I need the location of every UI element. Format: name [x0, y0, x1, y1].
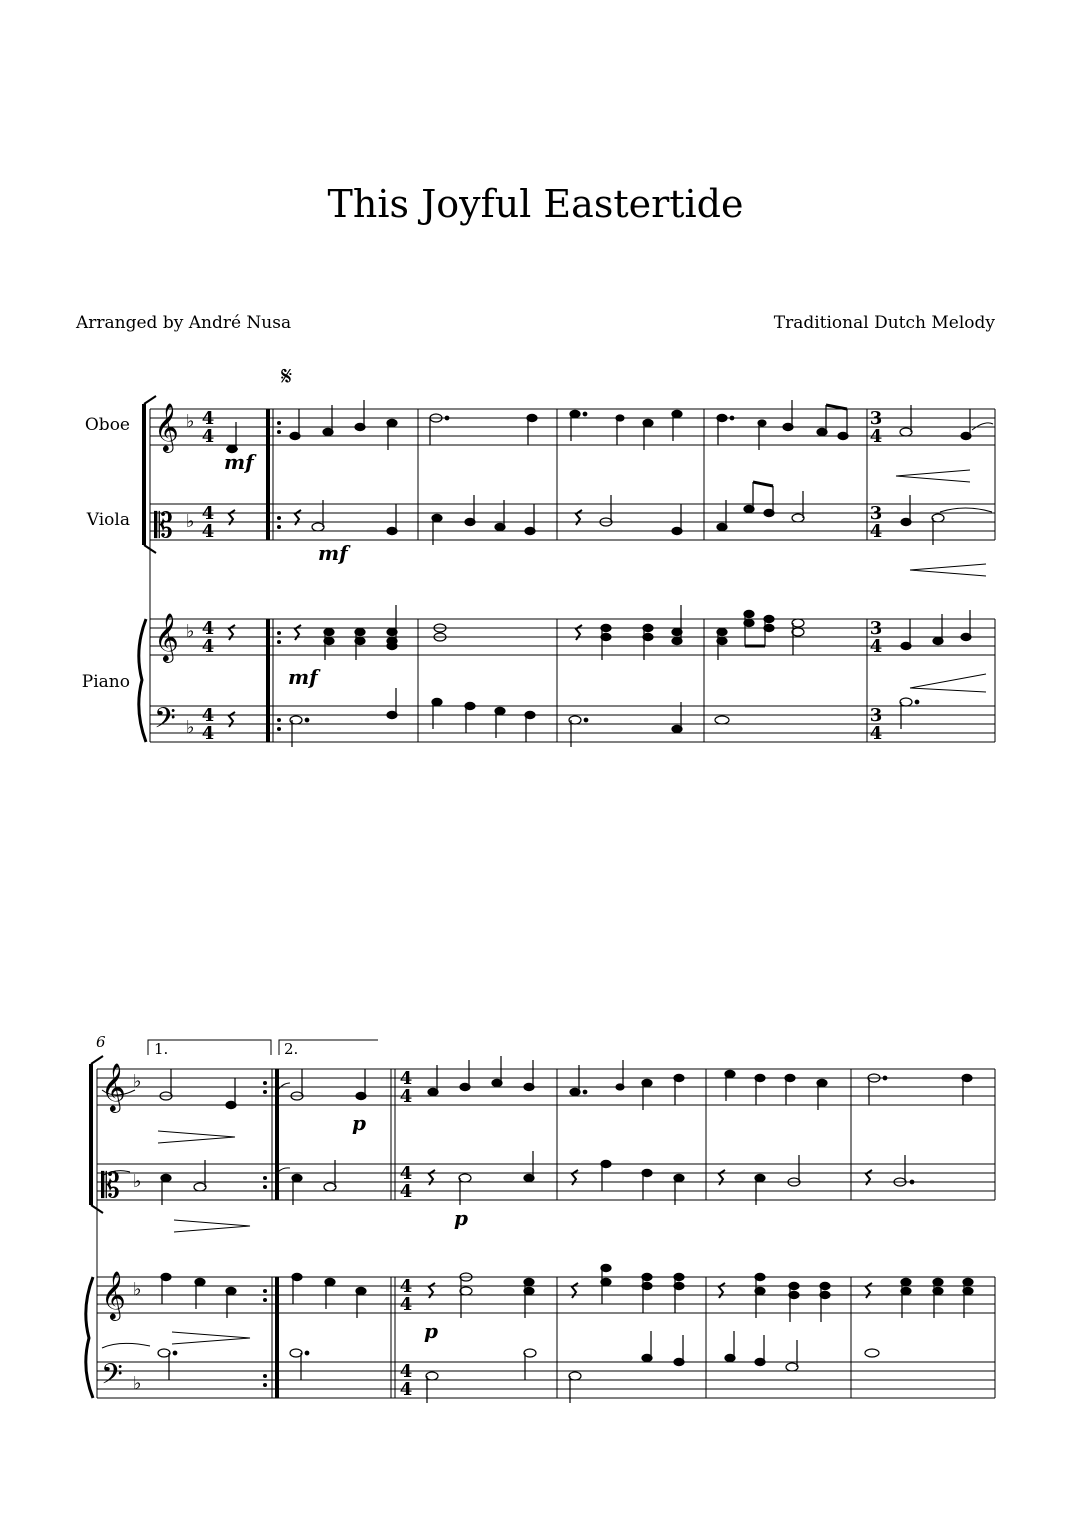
- svg-text:4: 4: [201, 521, 215, 542]
- svg-text:4: 4: [201, 705, 215, 726]
- arranger-credit: Arranged by André Nusa: [76, 313, 292, 333]
- svg-text:4: 4: [399, 1294, 413, 1315]
- instrument-label-piano: Piano: [81, 672, 130, 692]
- svg-text:4: 4: [399, 1361, 413, 1382]
- volta-first-label: 1.: [154, 1040, 169, 1058]
- composer-credit: Traditional Dutch Melody: [773, 313, 995, 333]
- svg-text:4: 4: [399, 1181, 413, 1202]
- svg-text:4: 4: [201, 426, 215, 447]
- measure-number: 6: [96, 1033, 106, 1051]
- svg-text:4: 4: [399, 1086, 413, 1107]
- instrument-label-viola: Viola: [86, 510, 130, 530]
- svg-text:4: 4: [201, 618, 215, 639]
- flat-key-icon: ♭: [186, 621, 195, 642]
- instrument-label-oboe: Oboe: [84, 415, 130, 435]
- score-title: This Joyful Eastertide: [327, 182, 744, 226]
- staff-piano-treble-system1: [150, 619, 995, 655]
- svg-text:4: 4: [201, 636, 215, 657]
- svg-text:4: 4: [869, 723, 883, 744]
- bass-clef-icon: 𝄢: [154, 702, 176, 742]
- svg-text:4: 4: [201, 408, 215, 429]
- svg-text:4: 4: [399, 1276, 413, 1297]
- svg-text:4: 4: [869, 636, 883, 657]
- svg-text:4: 4: [201, 503, 215, 524]
- svg-text:♭: ♭: [133, 1279, 142, 1300]
- svg-text:4: 4: [399, 1068, 413, 1089]
- treble-clef-icon: 𝄞: [101, 1270, 126, 1319]
- dynamic-p-viola: p: [454, 1206, 468, 1230]
- svg-text:3: 3: [869, 503, 883, 524]
- treble-clef-icon: 𝄞: [154, 402, 179, 451]
- svg-text:4: 4: [399, 1379, 413, 1400]
- svg-text:♭: ♭: [133, 1171, 142, 1192]
- svg-text:4: 4: [869, 521, 883, 542]
- svg-text:3: 3: [869, 618, 883, 639]
- dynamic-p-piano: p: [424, 1319, 438, 1343]
- barlines-system1: [418, 409, 995, 742]
- dynamic-mf-oboe: mf: [224, 450, 254, 474]
- staff-oboe-system2: [97, 1069, 995, 1105]
- dynamic-mf-piano: mf: [288, 665, 318, 689]
- volta-second-label: 2.: [284, 1040, 299, 1058]
- alto-clef-icon: 𝄡: [154, 506, 173, 546]
- svg-text:4: 4: [399, 1163, 413, 1184]
- treble-clef-icon: 𝄞: [154, 612, 179, 661]
- svg-text:4: 4: [869, 426, 883, 447]
- flat-key-icon: ♭: [186, 411, 195, 432]
- barlines-system2: [272, 1069, 995, 1398]
- flat-key-icon: ♭: [186, 511, 195, 532]
- alto-clef-icon: 𝄡: [101, 1166, 120, 1206]
- dynamic-p-oboe: p: [352, 1111, 366, 1135]
- dynamic-mf-viola: mf: [318, 541, 348, 565]
- flat-key-icon: ♭: [186, 717, 195, 738]
- bass-clef-icon: 𝄢: [101, 1358, 123, 1398]
- staff-viola-system1: [150, 504, 995, 540]
- svg-text:♭: ♭: [133, 1071, 142, 1092]
- svg-text:3: 3: [869, 705, 883, 726]
- staff-viola-system2: [97, 1164, 995, 1200]
- svg-text:♭: ♭: [133, 1373, 142, 1394]
- svg-text:3: 3: [869, 408, 883, 429]
- segno-icon: 𝄋: [281, 362, 293, 392]
- svg-text:4: 4: [201, 723, 215, 744]
- staff-piano-bass-system2: [97, 1362, 995, 1398]
- treble-clef-icon: 𝄞: [101, 1062, 126, 1111]
